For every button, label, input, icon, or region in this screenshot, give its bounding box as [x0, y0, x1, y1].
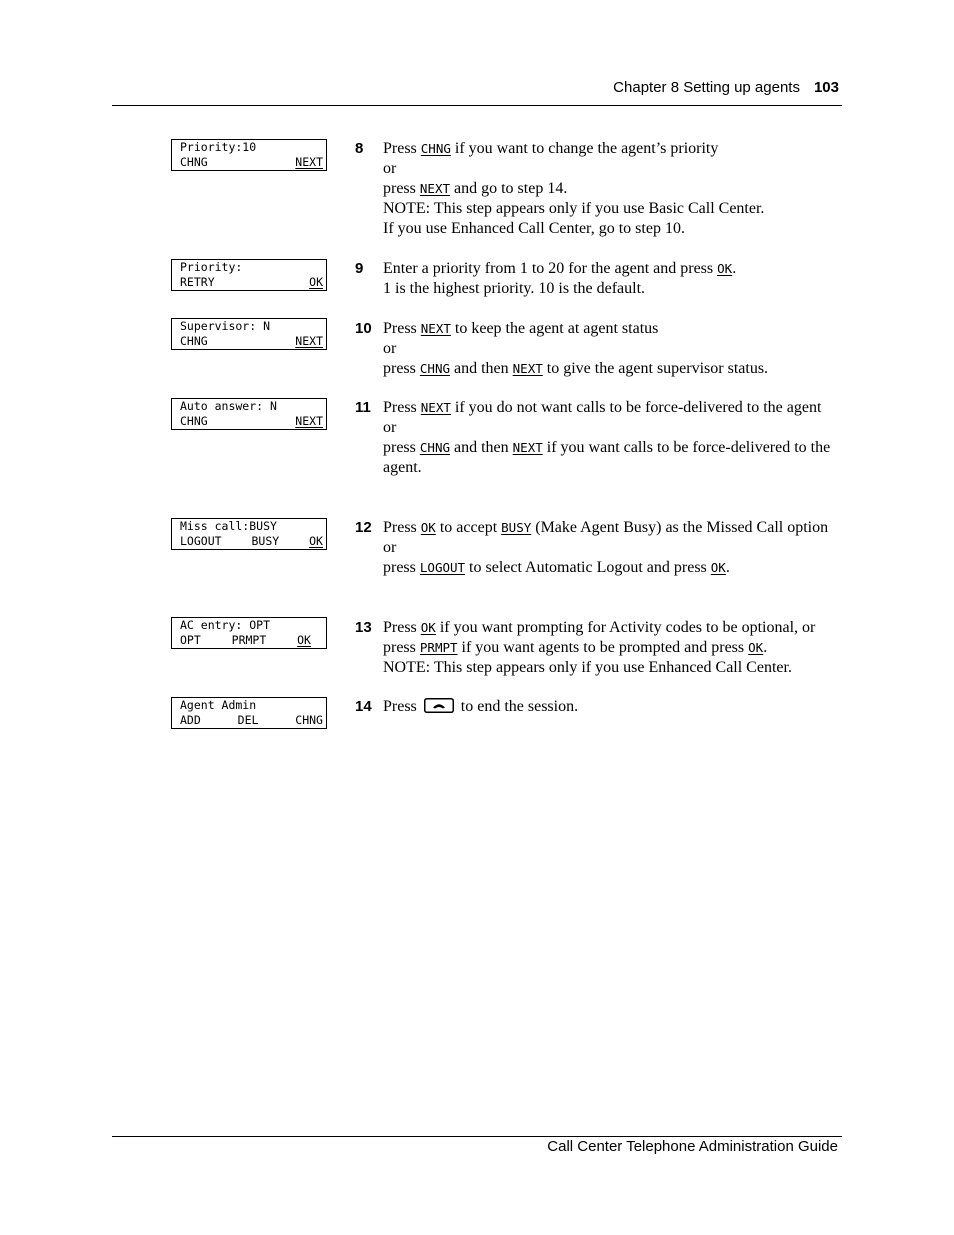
key-chng: CHNG [420, 141, 451, 156]
step-text: 1 is the highest priority. 10 is the default. [383, 280, 646, 297]
display-key-busy[interactable]: BUSY [251, 534, 280, 548]
step-text: if you want prompting for Activity codes to be optional, or press [383, 619, 816, 656]
display-key-add[interactable]: ADD [180, 713, 201, 727]
page-header [613, 79, 839, 96]
display-key-ok[interactable]: OK [297, 633, 311, 647]
step-number: 10 [355, 320, 372, 337]
step-text: to accept [435, 519, 502, 536]
display-priority [171, 259, 327, 291]
step-text: and then [450, 360, 513, 377]
step-text: press [383, 360, 420, 377]
step-text: Press [383, 698, 421, 715]
chapter-title: Chapter 8 Setting up agents [613, 79, 800, 96]
display-key-logout[interactable]: LOGOUT [180, 534, 222, 548]
display-key-chng[interactable]: CHNG [180, 155, 208, 169]
step-8 [355, 139, 845, 239]
display-key-chng[interactable]: CHNG [180, 334, 208, 348]
key-next: NEXT [512, 361, 543, 376]
step-number: 13 [355, 619, 372, 636]
step-13 [355, 618, 845, 678]
display-priority-10 [171, 139, 327, 171]
display-ac-entry [171, 617, 327, 649]
display-line: Priority:10 [180, 140, 257, 154]
step-number: 14 [355, 698, 372, 715]
page-number: 103 [813, 79, 839, 96]
handset-release-key-icon [424, 698, 454, 719]
key-next: NEXT [419, 181, 450, 196]
key-next: NEXT [420, 321, 451, 336]
step-text: Press [383, 519, 421, 536]
step-text: press [383, 439, 420, 456]
display-key-next[interactable]: NEXT [295, 155, 323, 169]
key-ok: OK [710, 560, 726, 575]
display-key-opt[interactable]: OPT [180, 633, 201, 647]
step-text: and go to step 14. [450, 180, 568, 197]
key-logout: LOGOUT [419, 560, 466, 575]
step-text: Enter a priority from 1 to 20 for the agent and press [383, 260, 718, 277]
step-note: NOTE: This step appears only if you use Enhanced Call Center. [383, 659, 792, 676]
key-busy: BUSY [501, 520, 532, 535]
step-text: or [383, 419, 397, 436]
step-number: 8 [355, 140, 364, 157]
key-chng: CHNG [419, 440, 450, 455]
display-key-prmpt[interactable]: PRMPT [231, 633, 267, 647]
display-key-next[interactable]: NEXT [295, 414, 323, 428]
step-11 [355, 398, 845, 478]
step-text: Press [383, 399, 421, 416]
display-auto-answer [171, 398, 327, 430]
step-12 [355, 518, 845, 578]
step-text: to end the session. [456, 698, 579, 715]
display-key-retry[interactable]: RETRY [180, 275, 215, 289]
step-number: 11 [355, 399, 371, 416]
step-text: Press [383, 320, 421, 337]
key-chng: CHNG [419, 361, 450, 376]
step-text: Press [383, 619, 421, 636]
step-text: or [383, 340, 397, 357]
step-9 [355, 259, 845, 299]
display-line: Priority: [180, 260, 243, 274]
key-ok: OK [420, 520, 436, 535]
key-ok: OK [748, 640, 764, 655]
step-10 [355, 319, 845, 379]
step-text: and then [450, 439, 513, 456]
step-text: if you do not want calls to be force-delivered to the agent [450, 399, 822, 416]
step-text: to keep the agent at agent status [450, 320, 659, 337]
display-miss-call [171, 518, 327, 550]
display-supervisor [171, 318, 327, 350]
display-key-ok[interactable]: OK [309, 534, 323, 548]
display-line: Supervisor: N [180, 319, 271, 333]
display-line: Miss call:BUSY [180, 519, 277, 533]
step-text: if you want to change the agent’s priority [450, 140, 719, 157]
display-key-next[interactable]: NEXT [295, 334, 323, 348]
step-text: or [383, 160, 397, 177]
step-text: press [383, 559, 420, 576]
display-key-ok[interactable]: OK [309, 275, 323, 289]
key-next: NEXT [420, 400, 451, 415]
step-text: Press [383, 140, 421, 157]
step-text: . [732, 260, 737, 277]
step-text: (Make Agent Busy) as the Missed Call option [531, 519, 829, 536]
display-line: Agent Admin [180, 698, 257, 712]
display-key-chng[interactable]: CHNG [180, 414, 208, 428]
display-key-chng[interactable]: CHNG [295, 713, 323, 727]
display-key-del[interactable]: DEL [237, 713, 259, 727]
step-text: . [725, 559, 730, 576]
display-line: AC entry: OPT [180, 618, 271, 632]
key-prmpt: PRMPT [419, 640, 458, 655]
display-line: Auto answer: N [180, 399, 277, 413]
step-14 [355, 697, 845, 719]
key-ok: OK [420, 620, 436, 635]
step-text: to give the agent supervisor status. [542, 360, 769, 377]
step-text: If you use Enhanced Call Center, go to step 10. [383, 220, 685, 237]
step-text: . [763, 639, 768, 656]
step-text: if you want calls to be force-delivered to the agent. [383, 439, 831, 476]
key-ok: OK [717, 261, 733, 276]
key-next: NEXT [512, 440, 543, 455]
step-note: NOTE: This step appears only if you use Basic Call Center. [383, 200, 765, 217]
header-rule [112, 105, 842, 106]
step-number: 9 [355, 260, 364, 277]
step-number: 12 [355, 519, 372, 536]
step-text: press [383, 180, 420, 197]
step-text: if you want agents to be prompted and press [457, 639, 749, 656]
display-agent-admin [171, 697, 327, 729]
step-text: or [383, 539, 397, 556]
page-footer: Call Center Telephone Administration Guide [547, 1138, 838, 1155]
footer-rule [112, 1136, 842, 1137]
step-text: to select Automatic Logout and press [465, 559, 711, 576]
